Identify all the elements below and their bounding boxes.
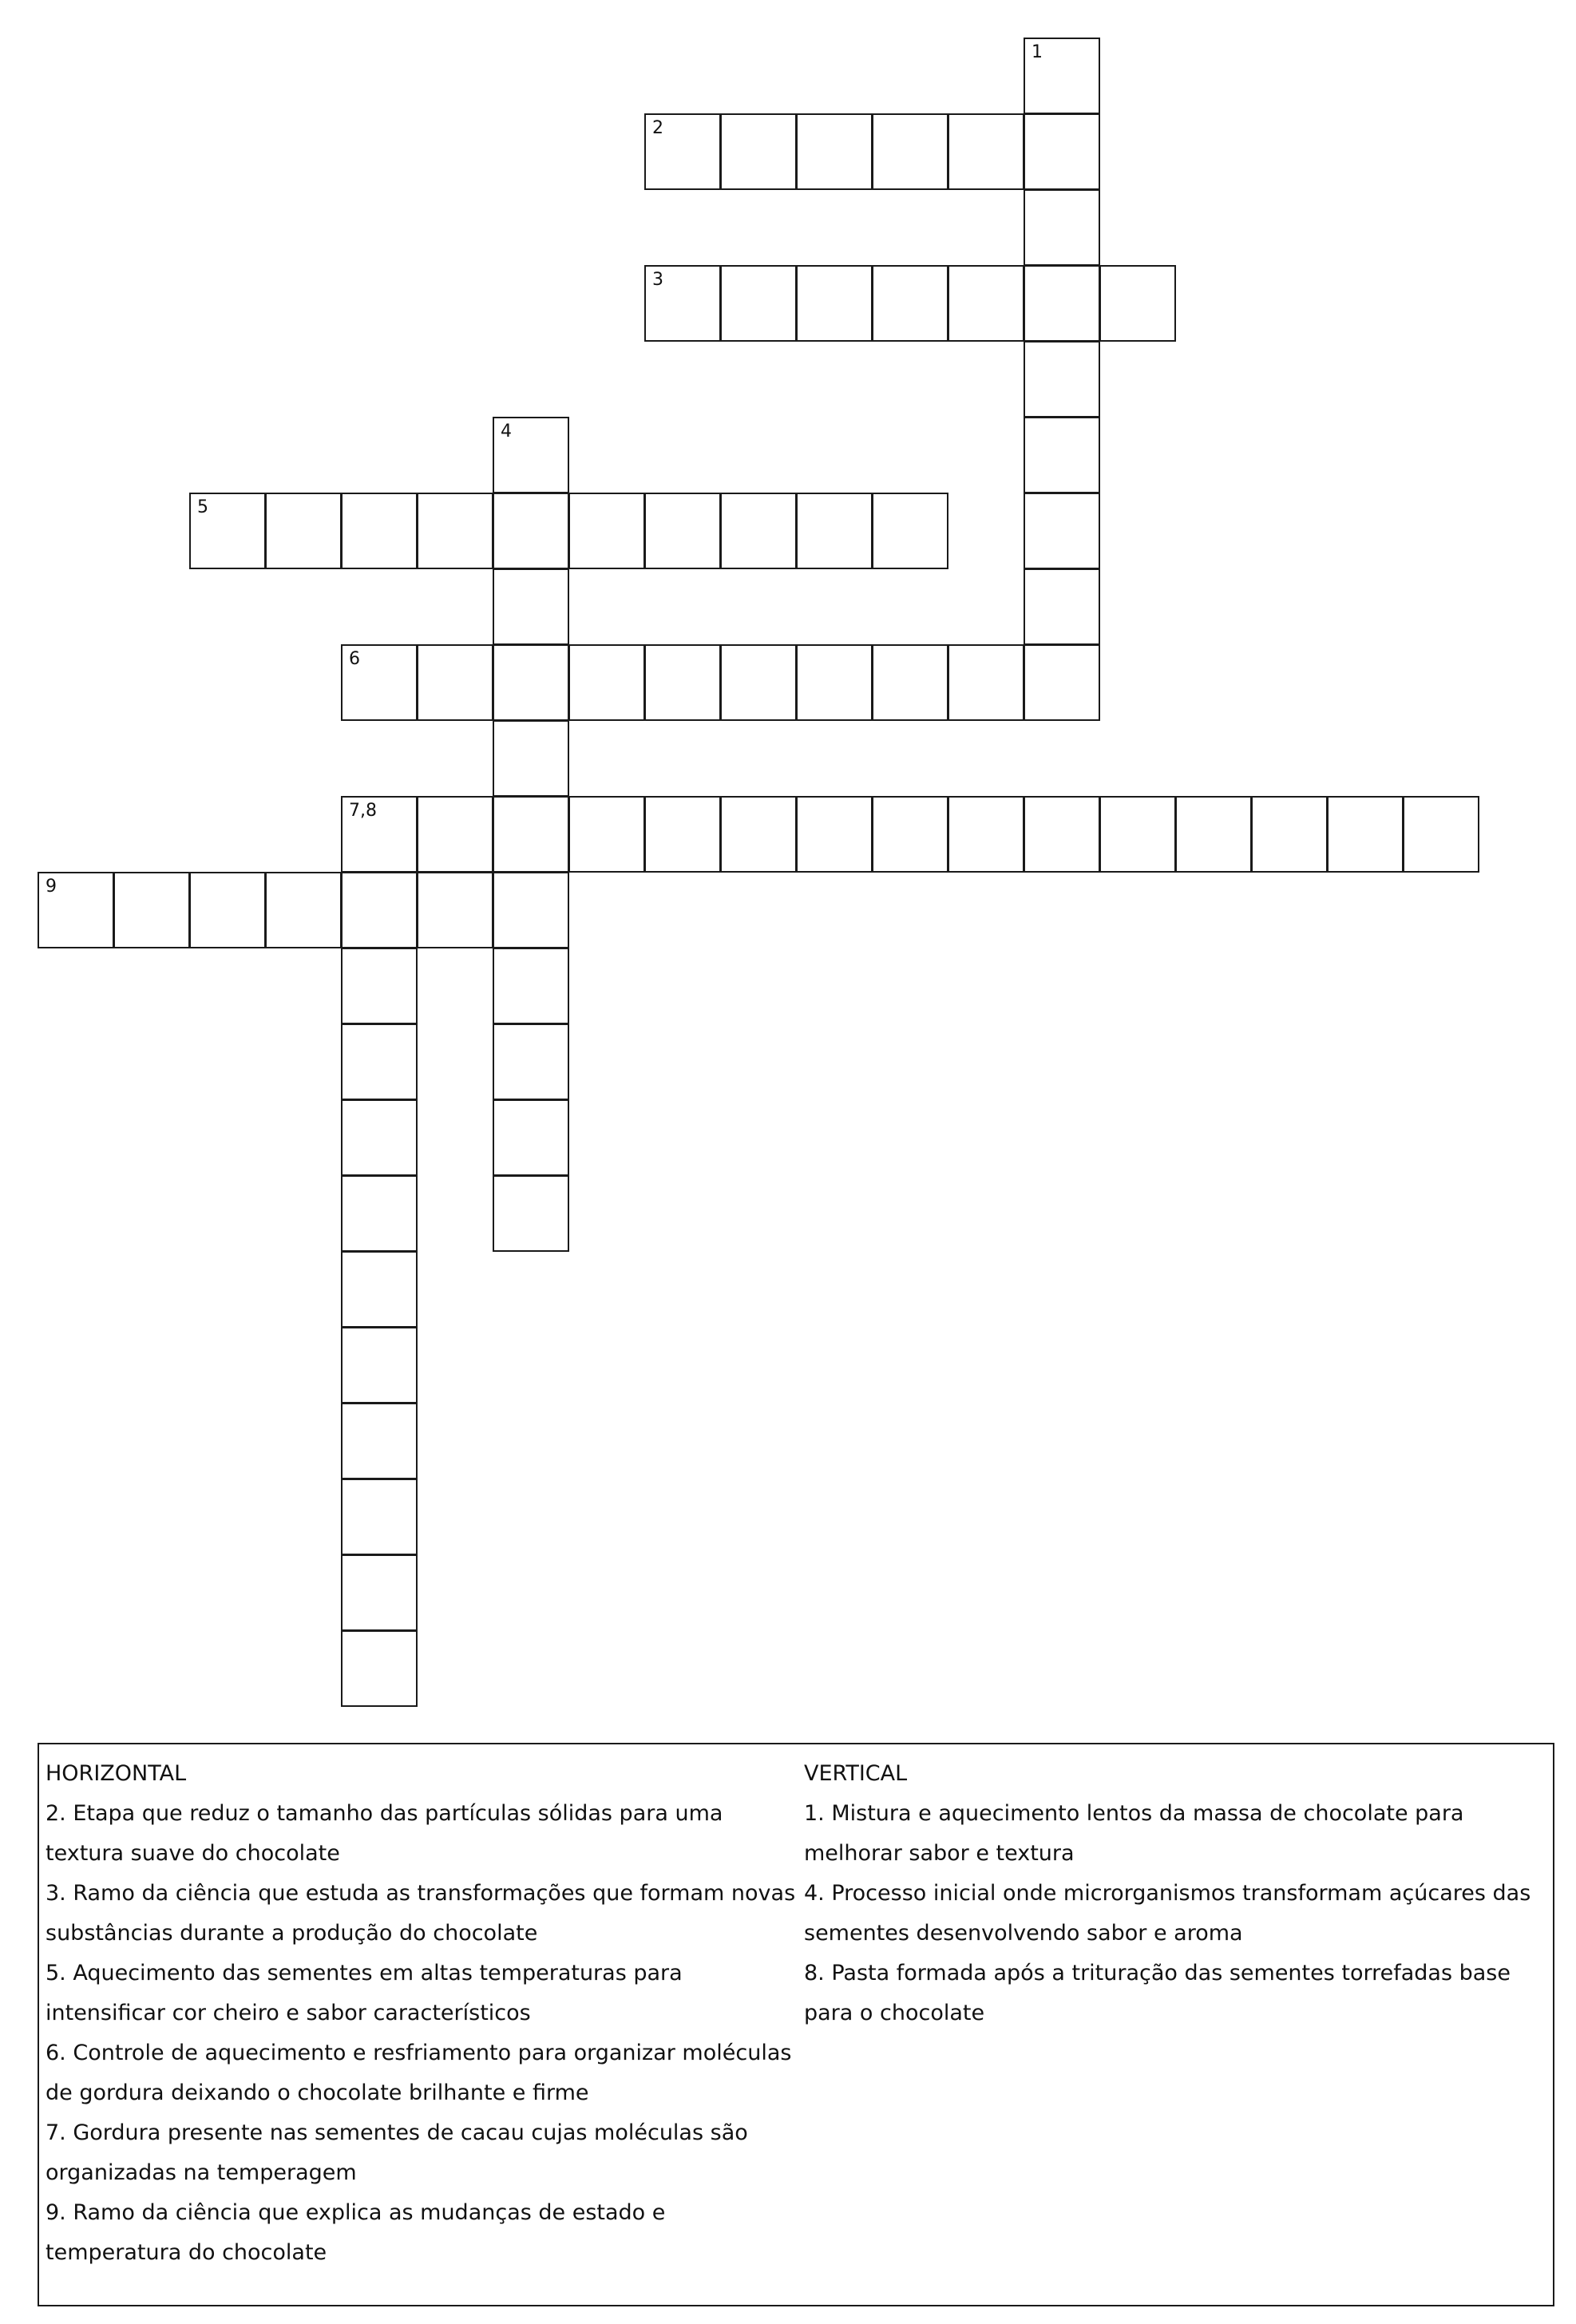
crossword-cell[interactable]	[417, 872, 493, 948]
clue-line: para o chocolate	[804, 2001, 985, 2025]
crossword-cell[interactable]	[796, 796, 873, 873]
crossword-cell[interactable]	[948, 796, 1024, 873]
crossword-cell[interactable]	[493, 872, 569, 948]
crossword-cell[interactable]	[1024, 265, 1100, 342]
crossword-cell[interactable]	[1024, 493, 1100, 569]
clue-line: 2. Etapa que reduz o tamanho das partículas sólidas para uma	[46, 1801, 723, 1826]
crossword-cell[interactable]	[1024, 38, 1100, 114]
cell-number: 5	[197, 497, 208, 517]
crossword-cell[interactable]	[796, 265, 873, 342]
clue-line: 7. Gordura presente nas sementes de cacau cujas moléculas são	[46, 2120, 748, 2145]
crossword-cell[interactable]	[872, 493, 948, 569]
crossword-cell[interactable]	[341, 1175, 418, 1252]
crossword-cell[interactable]	[189, 872, 266, 948]
crossword-cell[interactable]	[948, 644, 1024, 721]
cell-number: 6	[349, 649, 360, 669]
crossword-cell[interactable]	[493, 568, 569, 645]
clues-horizontal-column	[46, 1754, 796, 2273]
crossword-cell[interactable]	[341, 1554, 418, 1631]
crossword-cell[interactable]	[417, 644, 493, 721]
crossword-cell[interactable]	[341, 1023, 418, 1100]
clues-horizontal-heading: HORIZONTAL	[46, 1761, 187, 1786]
cell-number: 2	[652, 118, 663, 138]
cell-number: 7,8	[349, 801, 377, 821]
clue-line: 8. Pasta formada após a trituração das sementes torrefadas base	[804, 1961, 1511, 1985]
crossword-cell[interactable]	[493, 493, 569, 569]
crossword-cell[interactable]	[1099, 265, 1176, 342]
crossword-cell[interactable]	[493, 720, 569, 797]
crossword-cell[interactable]	[948, 265, 1024, 342]
crossword-cell[interactable]	[1024, 113, 1100, 190]
clue-line: textura suave do chocolate	[46, 1841, 340, 1866]
clue-line: organizadas na temperagem	[46, 2160, 357, 2185]
crossword-cell[interactable]	[417, 796, 493, 873]
crossword-cell[interactable]	[872, 644, 948, 721]
crossword-cell[interactable]	[341, 1099, 418, 1176]
clue-line: substâncias durante a produção do chocolate	[46, 1921, 538, 1946]
clue-line: de gordura deixando o chocolate brilhante e firme	[46, 2081, 589, 2105]
crossword-cell[interactable]	[493, 1099, 569, 1176]
crossword-cell[interactable]	[1251, 796, 1328, 873]
crossword-cell[interactable]	[948, 113, 1024, 190]
cell-number: 3	[652, 270, 663, 290]
cell-number: 9	[46, 877, 57, 897]
crossword-cell[interactable]	[341, 1327, 418, 1404]
crossword-cell[interactable]	[720, 644, 797, 721]
crossword-cell[interactable]	[644, 796, 721, 873]
crossword-cell[interactable]	[341, 1630, 418, 1707]
crossword-cell[interactable]	[796, 644, 873, 721]
crossword-cell[interactable]	[1024, 796, 1100, 873]
crossword-cell[interactable]	[1327, 796, 1404, 873]
crossword-cell[interactable]	[341, 872, 418, 948]
cell-number: 1	[1032, 42, 1043, 62]
crossword-cell[interactable]	[341, 1251, 418, 1328]
crossword-cell[interactable]	[493, 796, 569, 873]
clue-line: 3. Ramo da ciência que estuda as transformações que formam novas	[46, 1881, 796, 1906]
crossword-cell[interactable]	[644, 493, 721, 569]
crossword-cell[interactable]	[872, 113, 948, 190]
clue-line: temperatura do chocolate	[46, 2240, 327, 2265]
crossword-cell[interactable]	[493, 417, 569, 493]
crossword-cell[interactable]	[341, 1403, 418, 1479]
crossword-cell[interactable]	[568, 796, 645, 873]
crossword-cell[interactable]	[1024, 644, 1100, 721]
crossword-cell[interactable]	[493, 1023, 569, 1100]
clue-line: melhorar sabor e textura	[804, 1841, 1075, 1866]
crossword-cell[interactable]	[265, 872, 342, 948]
crossword-cell[interactable]	[1024, 417, 1100, 493]
crossword-cell[interactable]	[872, 796, 948, 873]
crossword-cell[interactable]	[644, 265, 721, 342]
crossword-cell[interactable]	[720, 113, 797, 190]
crossword-cell[interactable]	[568, 493, 645, 569]
crossword-cell[interactable]	[1175, 796, 1252, 873]
crossword-cell[interactable]	[720, 796, 797, 873]
clue-line: 5. Aquecimento das sementes em altas temperaturas para	[46, 1961, 683, 1985]
crossword-cell[interactable]	[113, 872, 190, 948]
clue-line: 1. Mistura e aquecimento lentos da massa de chocolate para	[804, 1801, 1464, 1826]
clue-line: 9. Ramo da ciência que explica as mudanças de estado e	[46, 2200, 666, 2225]
clues-vertical-heading: VERTICAL	[804, 1761, 908, 1786]
clue-line: intensificar cor cheiro e sabor característicos	[46, 2001, 531, 2025]
crossword-cell[interactable]	[1403, 796, 1479, 873]
crossword-cell[interactable]	[796, 493, 873, 569]
crossword-cell[interactable]	[417, 493, 493, 569]
crossword-cell[interactable]	[1024, 568, 1100, 645]
crossword-cell[interactable]	[493, 1175, 569, 1252]
crossword-cell[interactable]	[644, 113, 721, 190]
clues-box	[38, 1743, 1554, 2306]
crossword-cell[interactable]	[568, 644, 645, 721]
crossword-cell[interactable]	[796, 113, 873, 190]
crossword-cell[interactable]	[644, 644, 721, 721]
crossword-cell[interactable]	[493, 644, 569, 721]
crossword-cell[interactable]	[720, 265, 797, 342]
clue-line: 4. Processo inicial onde microrganismos transformam açúcares das	[804, 1881, 1531, 1906]
crossword-cell[interactable]	[341, 1479, 418, 1555]
crossword-cell[interactable]	[493, 948, 569, 1024]
crossword-cell[interactable]	[265, 493, 342, 569]
crossword-cell[interactable]	[38, 872, 114, 948]
crossword-cell[interactable]	[341, 948, 418, 1024]
clue-line: sementes desenvolvendo sabor e aroma	[804, 1921, 1243, 1946]
crossword-cell[interactable]	[1099, 796, 1176, 873]
crossword-cell[interactable]	[1024, 189, 1100, 266]
crossword-cell[interactable]	[872, 265, 948, 342]
clue-line: 6. Controle de aquecimento e resfriamento para organizar moléculas	[46, 2041, 792, 2065]
crossword-cell[interactable]	[341, 796, 418, 873]
crossword-cell[interactable]	[720, 493, 797, 569]
clues-vertical-column	[804, 1754, 1546, 2033]
crossword-cell[interactable]	[1024, 341, 1100, 418]
crossword-cell[interactable]	[341, 644, 418, 721]
crossword-cell[interactable]	[341, 493, 418, 569]
cell-number: 4	[501, 422, 512, 441]
crossword-cell[interactable]	[189, 493, 266, 569]
